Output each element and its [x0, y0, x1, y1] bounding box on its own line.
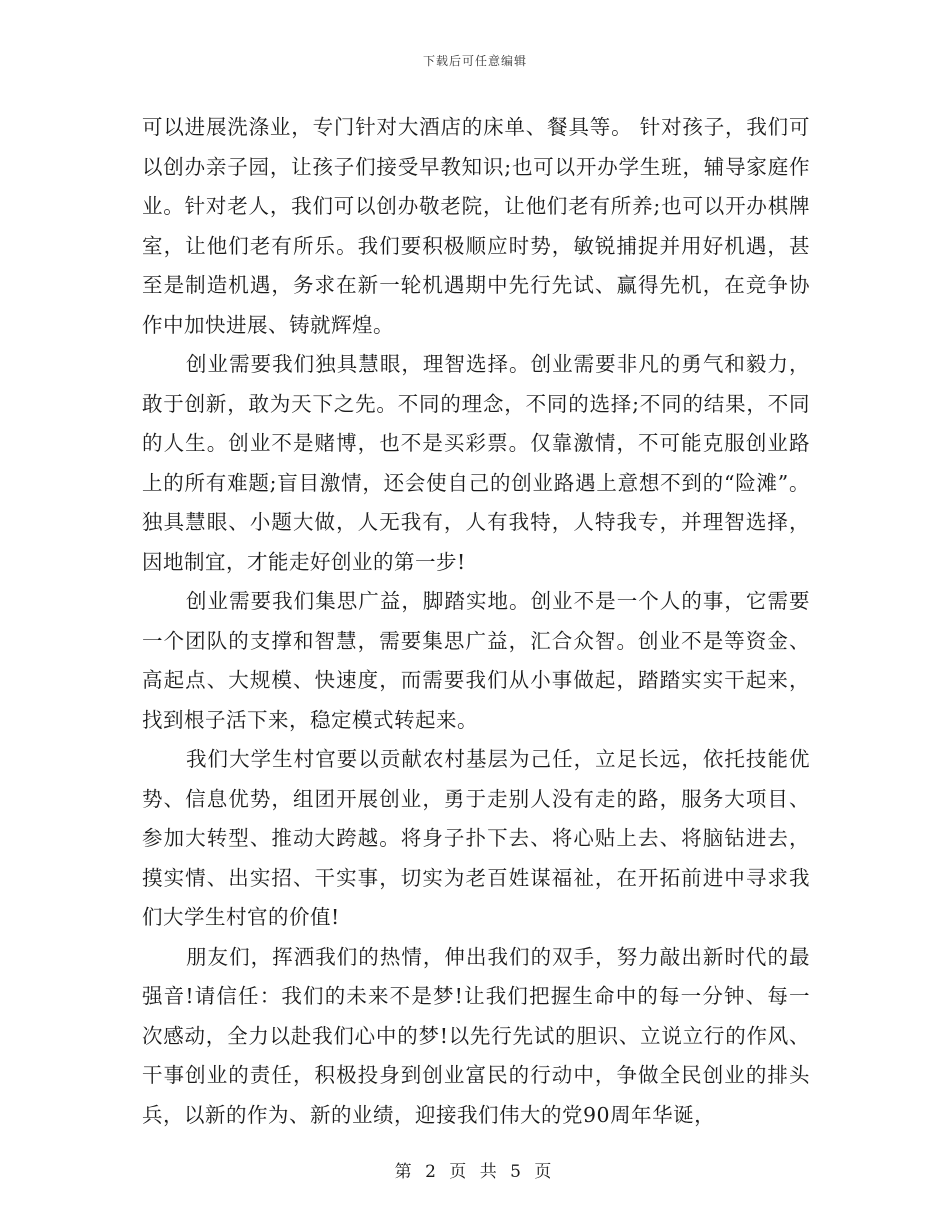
- page-number-footer: 第 2 页 共 5 页: [394, 1162, 556, 1182]
- paragraph-5: 朋友们，挥洒我们的热情，伸出我们的双手，努力敲出新时代的最强音!请信任：我们的未来不是梦!让我们把握生命中的每一分钟、每一次感动，全力以赴我们心中的梦!以先行先试的胆识、立说立行的作风、干事创业的责任，积极投身到创业富民的行动中，争做全民创业的排头兵，以新的作为、新的业绩，迎接我们伟大的党90周年华诞，: [142, 944, 810, 1127]
- paragraph-3: 创业需要我们集思广益，脚踏实地。创业不是一个人的事，它需要一个团队的支撑和智慧，需要集思广益，汇合众智。创业不是等资金、高起点、大规模、快速度，而需要我们从小事做起，踏踏实实干起来，找到根子活下来，稳定模式转起来。: [142, 589, 810, 732]
- paragraph-2: 创业需要我们独具慧眼，理智选择。创业需要非凡的勇气和毅力，敢于创新，敢为天下之先。不同的理念，不同的选择;不同的结果，不同的人生。创业不是赌博，也不是买彩票。仅靠激情，不可能克服创业路上的所有难题;盲目激情，还会使自己的创业路遇上意想不到的“险滩”。独具慧眼、小题大做，人无我有，人有我特，人特我专，并理智选择，因地制宜，才能走好创业的第一步!: [142, 352, 810, 574]
- page-header: 下载后可任意编辑: [422, 54, 527, 68]
- paragraph-4: 我们大学生村官要以贡献农村基层为己任，立足长远，依托技能优势、信息优势，组团开展创业，勇于走别人没有走的路，服务大项目、参加大转型、推动大跨越。将身子扑下去、将心贴上去、将脑钻进去，摸实情、出实招、干实事，切实为老百姓谋福祉，在开拓前进中寻求我们大学生村官的价值!: [142, 747, 810, 929]
- paragraph-1: 可以进展洗涤业，专门针对大酒店的床单、餐具等。 针对孩子，我们可以创办亲子园，让孩子们接受早教知识;也可以开办学生班，辅导家庭作业。针对老人，我们可以创办敬老院，让他们老有所养;也可以开办棋牌室，让他们老有所乐。我们要积极顺应时势，敏锐捕捉并用好机遇，甚至是制造机遇，务求在新一轮机遇期中先行先试、赢得先机，在竞争协作中加快进展、铸就辉煌。: [142, 115, 810, 337]
- document-body: [142, 108, 810, 1135]
